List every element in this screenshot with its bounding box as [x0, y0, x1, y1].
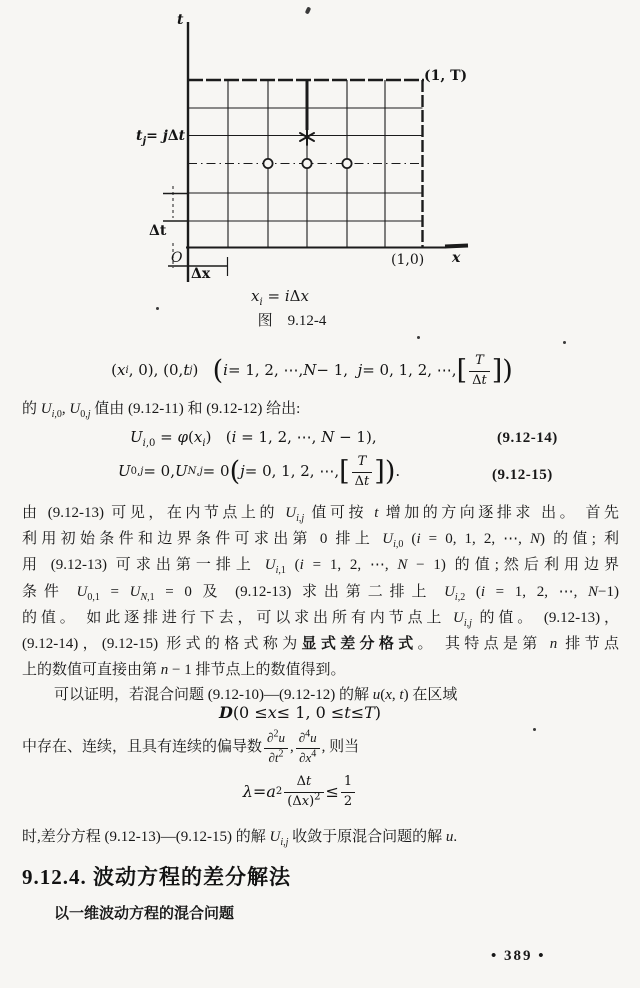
star-node [300, 129, 314, 145]
text-line: 上的数值可直接由第 n − 1 排节点上的数值得到。 [22, 662, 346, 679]
figure-label-bottom-right-corner: (1,0) [391, 252, 425, 268]
text-line-derivatives: 中存在、连续，且具有连续的偏导数 $\frac{\partial^2u}{\partial t^2}$ , $\frac{\partial^4u}{\partial x^4}$ , 则当 [22, 728, 360, 765]
equation-9-12-15: U 0,j = 0, U N,j = 0 ( j = 0, 1, 2, ⋯, [ $\frac{T}{\Delta t}$ ] ) . [118, 454, 401, 489]
text-line: 由 (9.12-13) 可见，在内节点上的 $U_{i,j}$ 值可按 t 增加的方向逐排求 出。 首先 [22, 505, 619, 524]
text-line-convergence: 时,差分方程 (9.12-13)—(9.12-15) 的解 $U_{i,j}$ 收敛于原混合问题的解 u. [22, 829, 458, 848]
text-line-can-prove: 可以证明，若混合问题 (9.12-10)—(9.12-12) 的解 u(x, t) 在区域 [54, 687, 458, 703]
figure-label-origin: O [171, 250, 183, 266]
scan-speckle [563, 341, 566, 344]
circle-node-center [302, 159, 311, 168]
scan-speckle [156, 307, 159, 310]
circle-node-right [342, 159, 351, 168]
figure-label-t-axis: t [177, 12, 184, 28]
text-line: (9.12-14)，(9.12-15) 形式的格式称为显式差分格式。 其特点是第 n 排节点 [22, 635, 619, 652]
subsection-lead-line: 以一维波动方程的混合问题 [54, 906, 235, 922]
figure-caption-formula: $x_i = i\Delta x$ [251, 287, 309, 308]
text-line-values-given: 的 $U_{i,0}$, $U_{0,j}$ 值由 (9.12-11) 和 (9.12-12) 给出: [22, 401, 301, 420]
figure-label-top-right-corner: (1, T) [424, 68, 468, 84]
text-line: 用 (9.12-13) 可求出第一排上 $U_{i,1}$ (i = 1, 2, ⋯, N − 1) 的值;然后利用边界 [22, 557, 620, 577]
page-number: • 389 • [491, 948, 546, 964]
figure-label-x-axis: x [452, 250, 461, 266]
circle-node-left [263, 159, 272, 168]
scan-speckle [417, 336, 420, 339]
text-line: 条件 $U_{0,1} = U_{N,1} = 0$ 及 (9.12-13) 求出第二排上 $U_{i,2}$ (i = 1, 2, ⋯, N−1) [22, 583, 619, 603]
equation-node-list: ( x i , 0), (0, t j ) ( i = 1, 2, ⋯, N − 1, j = 0, 1, 2, ⋯, [ $\frac{T}{\Delta t}$ ] ) [111, 353, 513, 388]
equation-lambda-condition: λ = a 2 $\frac{\Delta t}{(\Delta x)^2}$ ≤ $\frac{1}{2}$ [0, 769, 600, 815]
figure-grid-diagram [0, 0, 640, 285]
figure-label-tj-row: $t_j= j\Delta t$ [136, 128, 186, 147]
equation-number-9-12-14: (9.12-14) [497, 430, 558, 446]
equation-9-12-14: $U_{i,0} = \varphi(x_i) (i = 1$, 2, ⋯, N − 1), [130, 428, 377, 449]
section-heading-9-12-4: 9.12.4. 波动方程的差分解法 [22, 865, 291, 889]
equation-number-9-12-15: (9.12-15) [492, 467, 553, 483]
figure-caption: 图 9.12-4 [257, 313, 327, 329]
figure-label-delta-t: Δt [149, 223, 167, 239]
text-line: 的值。 如此逐排进行下去，可以求出所有内节点上 $U_{i,j}$ 的值。 (9.12-13)， [22, 609, 619, 629]
figure-label-delta-x: Δx [191, 266, 211, 282]
scan-speckle [533, 728, 536, 731]
equation-domain-D: D (0 ≤ x ≤ 1, 0 ≤ t ≤ T ) [218, 702, 382, 722]
text-line: 利用初始条件和边界条件可求出第 0 排上 $U_{i,0}$ (i = 0, 1, 2, ⋯, N) 的值; 利 [22, 531, 619, 551]
paragraph-explicit-scheme [22, 500, 619, 683]
x-axis-arrow [445, 246, 468, 247]
